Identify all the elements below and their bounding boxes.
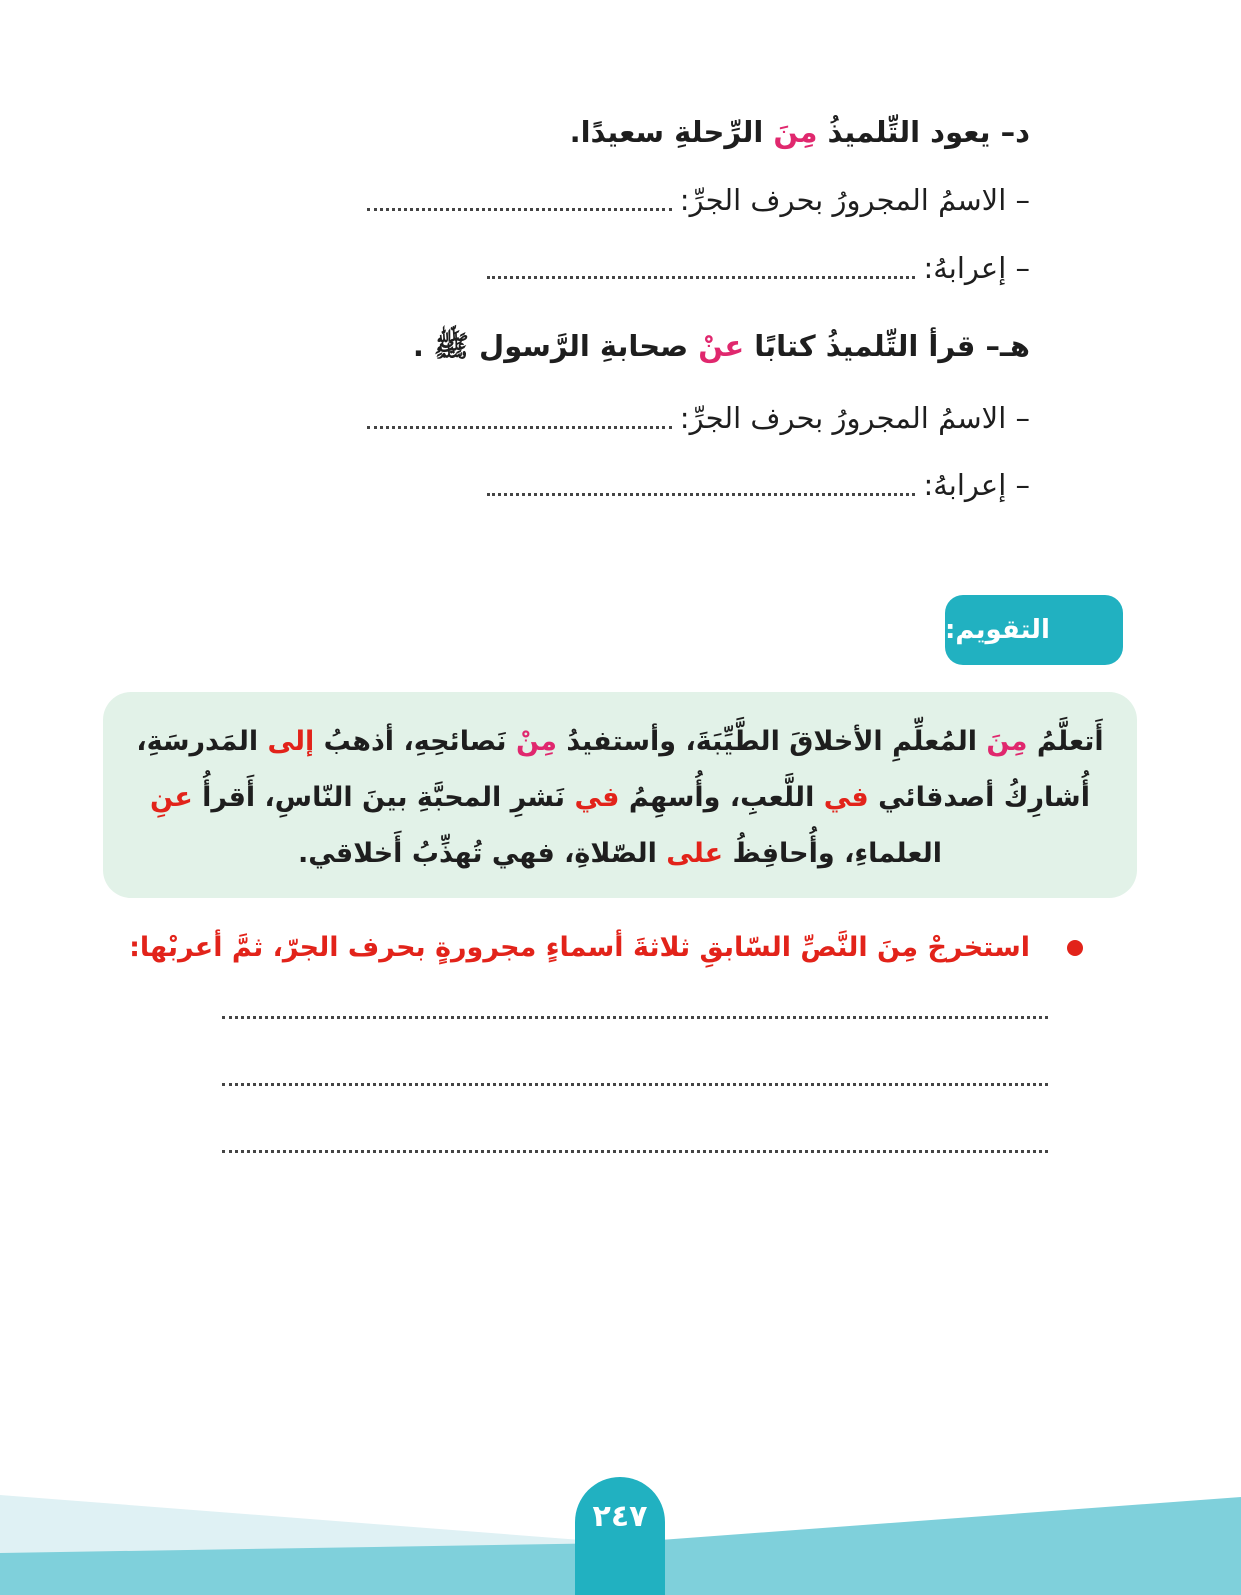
sentence-h-part2: صحابةِ الرَّسول ﷺ .	[412, 329, 699, 363]
sentence-h-preposition: عنْ	[698, 329, 745, 363]
page-number-tab	[575, 1477, 665, 1595]
passage-prep-3: إلى	[267, 726, 315, 757]
passage-prep-1: مِنَ	[986, 726, 1028, 757]
answer-line-1[interactable]	[222, 1016, 1048, 1019]
noun-prompt-h-label: – الاسمُ المجرورُ بحرف الجرِّ:	[679, 401, 1030, 435]
sentence-h-part1: قرأ التِّلميذُ كتابًا	[744, 329, 976, 363]
passage-text-2: المُعلِّمِ الأخلاقَ الطَّيِّبَةَ، وأستفيدُ	[557, 726, 987, 757]
noun-prompt-d	[367, 180, 1030, 220]
sentence-h-label: هـ–	[975, 329, 1030, 363]
passage-prep-5: في	[574, 782, 620, 813]
noun-prompt-d-label: – الاسمُ المجرورُ بحرف الجرِّ:	[679, 183, 1030, 217]
parse-prompt-d	[487, 248, 1030, 288]
task-bullet-icon	[1067, 940, 1083, 956]
passage-prep-7: على	[666, 838, 724, 869]
noun-prompt-h	[367, 398, 1030, 438]
evaluation-title: التقويم:	[945, 615, 1050, 645]
sentence-d-label: د–	[990, 115, 1030, 149]
parse-prompt-h	[487, 465, 1030, 505]
parse-prompt-d-label: – إعرابهُ:	[923, 251, 1030, 285]
sentence-h	[413, 326, 1030, 366]
answer-line-2[interactable]	[222, 1083, 1048, 1086]
passage-text-7: العلماءِ، وأُحافِظُ	[723, 838, 943, 869]
passage-text-5: اللَّعبِ، وأُسهِمُ	[619, 782, 824, 813]
passage-box	[103, 692, 1137, 898]
passage-prep-6: عنِ	[150, 782, 193, 813]
passage-text-3: نَصائحِهِ، أذهبُ	[314, 726, 516, 757]
passage-text-8: الصّلاةِ، فهي تُهذِّبُ أَخلاقي.	[297, 838, 667, 869]
parse-answer-h[interactable]	[487, 478, 915, 496]
evaluation-heading	[945, 595, 1123, 665]
task-instruction	[129, 928, 1030, 968]
answer-line-3[interactable]	[222, 1150, 1048, 1153]
sentence-d-preposition: مِنَ	[773, 115, 818, 149]
page-number: ٢٤٧	[592, 1499, 648, 1534]
noun-answer-h[interactable]	[367, 411, 672, 429]
sentence-d-part1: يعود التِّلميذُ	[817, 115, 991, 149]
sentence-d-part2: الرِّحلةِ سعيدًا.	[569, 115, 774, 149]
parse-prompt-h-label: – إعرابهُ:	[923, 468, 1030, 502]
passage-text-4: المَدرسَةِ، أُشارِكُ أصدقائي	[136, 726, 1090, 813]
noun-answer-d[interactable]	[367, 193, 672, 211]
passage-text-6: نَشرِ المحبَّةِ بينَ النّاسِ، أَقرأُ	[192, 782, 575, 813]
sentence-d	[570, 112, 1030, 152]
task-text: استخرجْ مِنَ النَّصِّ السّابقِ ثلاثةَ أسماءٍ مجرورةٍ بحرف الجرّ، ثمَّ أعربْها:	[129, 932, 1030, 963]
passage-text-1: أَتعلَّمُ	[1027, 726, 1104, 757]
passage-prep-2: مِنْ	[515, 726, 557, 757]
parse-answer-d[interactable]	[487, 261, 915, 279]
passage-prep-4: في	[823, 782, 869, 813]
